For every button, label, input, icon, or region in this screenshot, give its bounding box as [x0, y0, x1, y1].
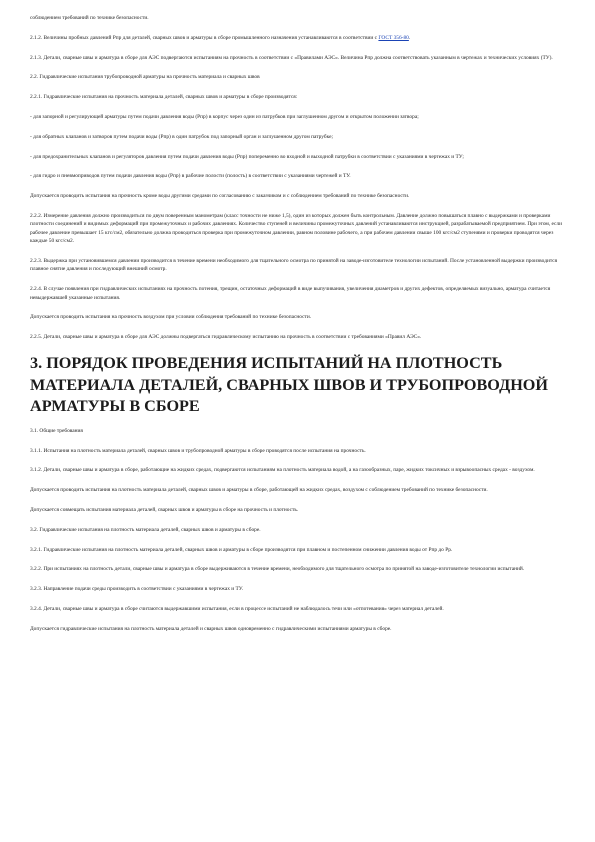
section-2-text: [30, 14, 568, 342]
section-3-text: [30, 427, 568, 633]
paragraph: 3.2.3. Направление подачи среды производить в соответствии с указаниями в чертежах и ТУ.: [30, 586, 244, 593]
paragraph: Допускается проводить испытания на прочность воздухом при условии соблюдения требований по технике безопасности.: [30, 314, 312, 321]
paragraph: 3.2.2. При испытаниях на плотность детали, сварные швы и арматура в сборе выдерживаются в течение времени, необходимого для тщательного осмотра по принятой на заводе-изготовителе технологии испытаний.: [30, 566, 525, 573]
paragraph: 3.1.1. Испытания на плотность материала деталей, сварных швов и трубопроводной арматуры в сборе проводятся после испытания на прочность.: [30, 447, 366, 454]
paragraph: - для предохранительных клапанов и регуляторов давления путем подачи давления воды (Рпр) попеременно во входной и выходной патрубки в соответствии с указаниями в чертежах и ТУ;: [30, 153, 464, 160]
paragraph: [30, 34, 568, 42]
paragraph: - для обратных клапанов и затворов путем подачи воды (Рпр) в один патрубок под запорный орган и заглушенном другом патрубке;: [30, 133, 334, 140]
paragraph: Допускается совмещать испытания материала деталей, сварных швов и арматуры в сборе на прочность и плотность.: [30, 506, 299, 513]
paragraph: 2.2.5. Детали, сварные швы и арматура в сборе для АЭС должны подвергаться гидравлическому испытанию на прочность в соответствии с требованиями «Правил АЭС».: [30, 334, 422, 341]
paragraph: - для запорной и регулирующей арматуры путем подачи давления воды (Рпр) в корпус через один из патрубков при заглушенном другом и открытом положении затвора;: [30, 113, 419, 120]
section-3-heading: 3. ПОРЯДОК ПРОВЕДЕНИЯ ИСПЫТАНИЙ НА ПЛОТНОСТЬ МАТЕРИАЛА ДЕТАЛЕЙ, СВАРНЫХ ШВОВ И ТРУБОПРОВОДНОЙ АРМАТУРЫ В СБОРЕ: [30, 353, 548, 416]
paragraph: 3.2.1. Гидравлические испытания на плотность материала деталей, сварных швов и арматуры в сборе производятся при плавном и постепенном снижении давления воды от Рпр до Рр.: [30, 546, 453, 553]
paragraph: 2.1.3. Детали, сварные швы и арматура в сборе для АЭС подвергаются испытаниям на прочность в соответствии с «Правилами АЭС». Величина Рпр должна соответствовать указанным в чертежах и технических условиях (ТУ).: [30, 54, 553, 61]
gost-link[interactable]: ГОСТ 356-80: [378, 34, 409, 41]
paragraph: Допускается проводить испытания на прочность кроме воды другими средами по согласованию с заказчиком и с соблюдением требований по технике безопасности.: [30, 193, 410, 200]
paragraph: Допускается проводить испытания на плотность материала деталей, сварных швов и арматуры в сборе, работающей на жидких средах, воздухом с соблюдением требований по технике безопасности.: [30, 487, 488, 494]
paragraph: 3.2.4. Детали, сварные швы и арматура в сборе считаются выдержавшими испытания, если в процессе испытаний не наблюдалось течи или «отпотевания» через материал деталей.: [30, 605, 444, 612]
paragraph: 3.1. Общие требования: [30, 427, 83, 434]
paragraph: 3.1.2. Детали, сварные швы и арматура в сборе, работающие на жидких средах, подвергаются испытаниям на плотность материала водой, а на газообразных, паре, жидких токсичных и взрывоопасных средах - воздухом.: [30, 467, 535, 474]
paragraph: 3.2. Гидравлические испытания на плотность материала деталей, сварных швов и арматуры в сборе.: [30, 526, 261, 533]
paragraph-text: .: [408, 34, 411, 41]
document-page: [30, 14, 568, 645]
paragraph: 2.2.3. Выдержка при установившемся давлении производится в течение времени необходимого для тщательного осмотра по принятой на заводе-изготовителе технологии испытаний. После установленной выдержки производится плавное снятие давления и последующий внешний осмотр.: [30, 257, 558, 273]
paragraph: Допускается гидравлические испытания на плотность материала деталей и сварных швов одновременно с гидравлическими испытаниями арматуры в сборе.: [30, 625, 392, 632]
paragraph: - для гидро и пневмоприводов путем подачи давления воды (Рпр) в рабочие полости (полость) в соответствии с указаниями чертежей и ТУ.: [30, 173, 351, 180]
paragraph: 2.2.1. Гидравлические испытания на прочность материала деталей, сварных швов и арматуры в сборе производятся:: [30, 94, 298, 101]
paragraph: соблюдением требований по технике безопасности.: [30, 15, 149, 21]
paragraph: 2.2.2. Измерение давления должно производиться по двум поверенным манометрам (класс точности не ниже 1,5), один из которых должен быть контрольным. Давление должно повышаться плавно с выдержками и проверками плотности соединений и видимых деформаций при промежуточных и рабочих давлениях. Количество ступеней и величины промежуточных давлений устанавливаются инструкцией, разрабатываемой предприятием. При этом, если рабочее давление превышает 15 кгс/см2, обязательно должна проводиться проверка при промежуточном давлении, равном половине рабочего, а при рабочем давлении свыше 100 кгс/см2 ступенями и проверки проводятся через каждые 50 кгс/см2.: [30, 212, 563, 245]
paragraph-text: 2.1.2. Величины пробных давлений Рпр для деталей, сварных швов и арматуры в сборе промышленного назначения устанавливаются в соответствии с: [30, 34, 379, 41]
paragraph: 2.2. Гидравлические испытания трубопроводной арматуры на прочность материала и сварных швов: [30, 74, 260, 81]
paragraph: 2.2.4. В случае появления при гидравлических испытаниях на прочность потения, трещин, остаточных деформаций в виде выпучивания, увеличения диаметров и других дефектов, определяемых визуально, арматура считается невыдержавшей указанные испытания.: [30, 286, 551, 301]
